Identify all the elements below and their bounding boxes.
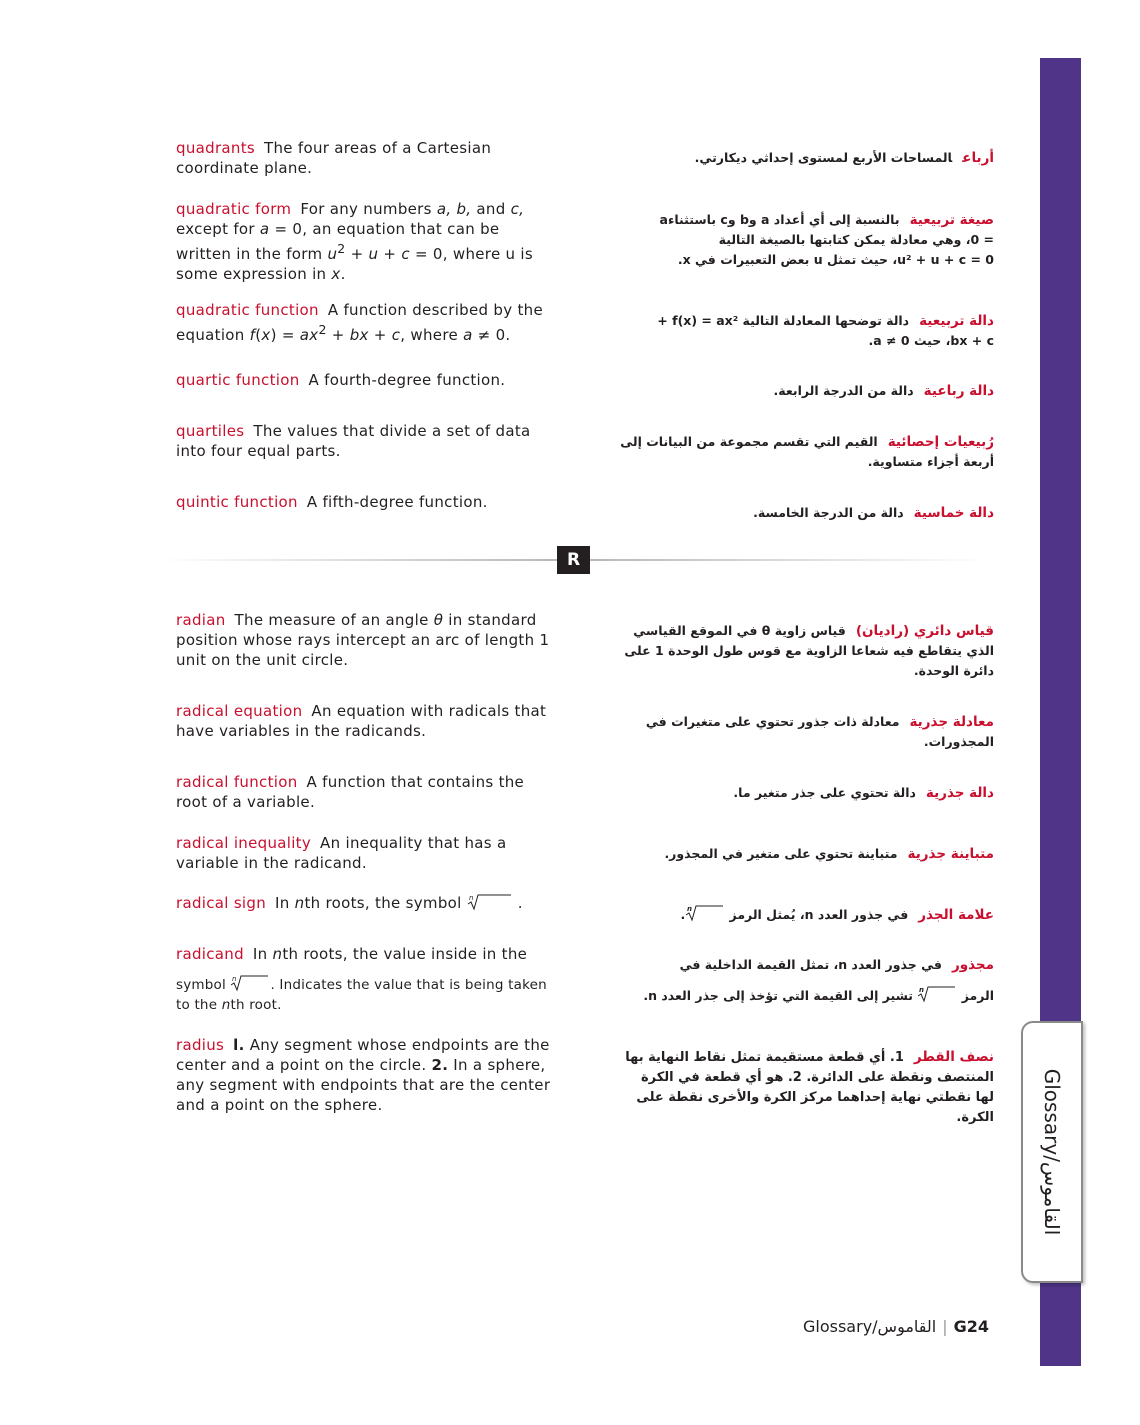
svg-text:n: n	[232, 975, 238, 983]
section-letter: R	[557, 546, 590, 574]
radical-symbol-icon	[685, 904, 725, 922]
term: radical inequality	[176, 834, 312, 852]
term: radical function	[176, 773, 298, 791]
glossary-tab-label: Glossary/القاموس	[1040, 1068, 1064, 1236]
definition: The values that divide a set of data into four equal parts.	[176, 422, 531, 460]
section-divider	[590, 559, 990, 561]
term: علامة الجذر	[918, 907, 994, 923]
glossary-entry-en	[176, 833, 554, 873]
term: دالة رباعية	[923, 383, 994, 399]
term: quartic function	[176, 371, 300, 389]
footer-separator: |	[942, 1317, 948, 1336]
term: نصف القطر	[913, 1049, 994, 1065]
term: radian	[176, 611, 226, 629]
glossary-entry-en	[176, 492, 554, 512]
term: quadrants	[176, 139, 256, 157]
term: radius	[176, 1036, 225, 1054]
term: دالة جذرية	[925, 785, 994, 801]
svg-text:n: n	[919, 986, 925, 994]
term: قياس دائري (راديان)	[855, 623, 994, 639]
glossary-entry-en: radius l. Any segment whose endpoints are the center and a point on the circle. 2. In a sphere, any segment with endpoints that are the center and a point on the sphere.	[176, 1036, 551, 1114]
term: معادلة جذرية	[909, 714, 994, 730]
definition: The four areas of a Cartesian coordinate plane.	[176, 139, 492, 177]
glossary-entry-en	[176, 701, 554, 741]
term: أرباع	[962, 150, 994, 166]
glossary-entry-ar: مجذورفي جذور العدد n، تمثل القيمة الداخلية في الرمز n تشير إلى القيمة التي تؤخذ إلى جذر العدد n.	[643, 957, 994, 1003]
glossary-entry-ar: أرباعالمساحات الأربع لمستوى إحداثي ديكارتي.	[694, 150, 994, 166]
glossary-entry-ar: دالة جذريةدالة تحتوي على جذر متغير ما.	[733, 785, 994, 801]
term: متباينة جذرية	[907, 846, 994, 862]
glossary-entry-en: radian The measure of an angle θ in standard position whose rays intercept an arc of length 1 unit on the unit circle.	[176, 611, 550, 669]
svg-text:n: n	[687, 905, 693, 913]
glossary-entry-ar: متباينة جذريةمتباينة تحتوي على متغير في المجذور.	[664, 846, 994, 862]
term: مجذور	[951, 957, 994, 973]
definition: An inequality that has a variable in the radicand.	[176, 834, 507, 872]
glossary-entry-ar: دالة تربيعيةدالة توضحها المعادلة التالية f(x) = ax² + bx + c، حيث a ≠ 0.	[657, 313, 994, 348]
glossary-entry-ar: رُبيعيات إحصائيةالقيم التي تقسم مجموعة من البيانات إلى أربعة أجزاء متساوية.	[620, 434, 994, 469]
radical-symbol-icon	[230, 974, 270, 992]
term: quadratic form	[176, 200, 292, 218]
section-divider	[160, 559, 557, 561]
glossary-entry-ar: صيغة تربيعيةبالنسبة إلى أي أعداد a وb وc باستثناءa = 0، وهي معادلة يمكن كتابتها بالصيغة التالية u² + u + c = 0، حيث تمثل u بعض التعبيرات في x.	[659, 212, 994, 267]
glossary-entry-ar: دالة رباعيةدالة من الدرجة الرابعة.	[773, 383, 994, 399]
definition: A fourth-degree function.	[308, 371, 506, 389]
glossary-entry-en: radical sign In nth roots, the symbol n .	[176, 894, 523, 912]
glossary-entry-ar: قياس دائري (راديان)قياس زاوية θ في الموقع القياسي الذي يتقاطع فيه شعاعا الزاوية مع قوس طول الوحدة 1 على دائرة الوحدة.	[624, 623, 994, 678]
term: quartiles	[176, 422, 245, 440]
radical-symbol-icon	[917, 985, 957, 1003]
radical-symbol-icon	[467, 893, 513, 911]
glossary-entry-en: quadratic form For any numbers a, b, and c, except for a = 0, an equation that can be written in the form $u^2 + u + c = 0$, where u is some expression in x.	[176, 200, 534, 283]
term: رُبيعيات إحصائية	[887, 434, 994, 450]
term: radicand	[176, 945, 244, 963]
definition: A fifth-degree function.	[306, 493, 488, 511]
term: quintic function	[176, 493, 298, 511]
glossary-entry-en: radicand In nth roots, the value inside in the symbol n . Indicates the value that is being taken to the nth root.	[176, 945, 547, 1013]
footer-label: Glossary/القاموس	[803, 1317, 937, 1336]
glossary-entry-ar: معادلة جذريةمعادلة ذات جذور تحتوي على متغيرات في المجذورات.	[645, 714, 994, 749]
glossary-entry-ar: نصف القطر1. أي قطعة مستقيمة تمثل نقاط النهاية بها المنتصف ونقطة على الدائرة. 2. هو أي قطعة في الكرة لها نقطتي نهاية إحداهما مركز الكرة والأخرى نقطة على الكرة.	[625, 1049, 994, 1125]
term: quadratic function	[176, 301, 319, 319]
definition: A function that contains the root of a variable.	[176, 773, 525, 811]
glossary-entry-en	[176, 421, 554, 461]
term: radical equation	[176, 702, 303, 720]
term: radical sign	[176, 894, 267, 912]
term: دالة خماسية	[913, 505, 994, 521]
page-number: G24	[953, 1317, 989, 1336]
glossary-entry-ar: علامة الجذرفي جذور العدد n، يُمثل الرمز n .	[680, 905, 994, 923]
svg-text:n: n	[468, 894, 474, 902]
glossary-entry-en	[176, 138, 554, 178]
term: دالة تربيعية	[919, 313, 994, 329]
glossary-entry-ar: دالة خماسيةدالة من الدرجة الخامسة.	[753, 505, 994, 521]
term: صيغة تربيعية	[909, 212, 994, 228]
definition: An equation with radicals that have variables in the radicands.	[176, 702, 547, 740]
glossary-tab[interactable]	[1021, 1021, 1083, 1283]
page-footer	[803, 1317, 1003, 1336]
glossary-entry-en	[176, 772, 554, 812]
glossary-entry-en	[176, 370, 554, 390]
glossary-entry-en: quadratic function A function described by the equation $f(x) = ax^2$ + bx + c, where a ≠ 0.	[176, 301, 543, 344]
